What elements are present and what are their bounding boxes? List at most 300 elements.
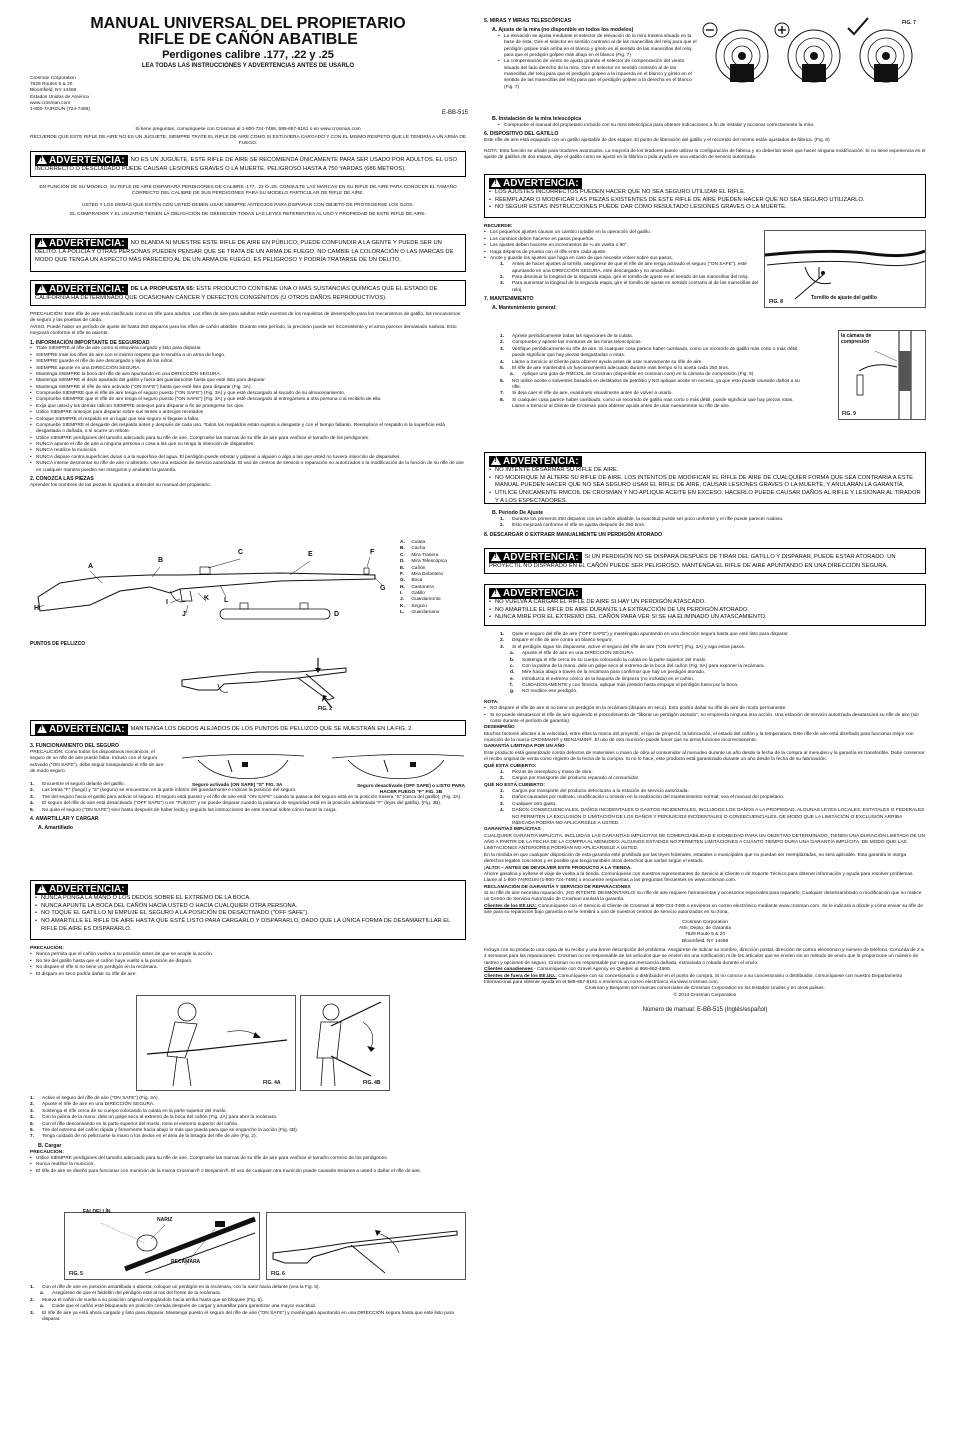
warning-badge: !ADVERTENCIA: (489, 178, 582, 189)
cubierto-title: QUÉ ESTÁ CUBIERTO: (484, 763, 537, 769)
break-in-list (484, 517, 926, 530)
item-number: 3. (30, 1310, 35, 1316)
part-item: I. Gatillo (400, 591, 425, 596)
item-number: 1. (500, 769, 505, 775)
item-number: 3. (500, 346, 505, 352)
precaucion-item: • Nunca reutilice la munición. (30, 1162, 466, 1168)
warning-icon (37, 884, 47, 893)
warning-item: • NO INTENTE DESARMAR SU RIFLE DE AIRE. (489, 467, 921, 475)
warning-list (489, 467, 921, 505)
warning-icon (37, 238, 47, 247)
section-7-title: 7. MANTENIMIENTO (484, 296, 534, 303)
safety-item: • Mantenga SIEMPRE la boca del rifle de aire apuntando en una DIRECCIÓN SEGURA. (30, 372, 466, 378)
warning-box-prop65: !ADVERTENCIA: DE LA PROPUESTA 65: ESTE PRODUCTO CONTIENE UNA O MÁS SUSTANCIAS QUÍMICAS QUE EL ESTADO DE CALIFORNIA HA DETERMINADO QUE OCASIONAN CÁNCER Y DEFECTOS CONGÉNITOS (U OTROS DAÑOS REPRODUCTIVOS). (30, 280, 466, 306)
warning-item: • NO TOQUE EL GATILLO NI EMPUJE EL SEGURO A LA POSICIÓN DE DESACTIVADO ("OFF SAFE"). (35, 910, 461, 918)
label-b: B (158, 557, 164, 564)
faldellin-label: FALDELLÍN (83, 1209, 111, 1215)
section-1-title: 1. INFORMACIÓN IMPORTANTE DE SEGURIDAD (30, 339, 150, 346)
fig-6 (266, 1212, 466, 1280)
recuerde-item: • Los cambios deben hacerse en pasos pequeños. (484, 237, 760, 243)
item-number: 4. (30, 1115, 35, 1121)
recuerde-item: • Anote y guarde los ajustes que haga en caso de que necesite volver sobre sus pasos. (484, 256, 760, 262)
safety-item: • SIEMPRE apunte en una DIRECCIÓN SEGURA. (30, 366, 466, 372)
unjam-step: c. Con la palma de la mano, dele un golpe seco al extremo de la boca del cañón (Fig. 5A) para exponer la recámara. (510, 663, 765, 669)
section-8-steps (484, 632, 926, 1015)
fig-4b-label: FIG. 4B (363, 1080, 381, 1086)
fig-4a (136, 995, 296, 1091)
address-line: Crosman Corporation (682, 919, 728, 925)
label-c: C (238, 549, 244, 556)
address-line: 7629 Routes 5 & 20 (30, 82, 73, 88)
section-4-title: 4. AMARTILLAR Y CARGAR (30, 815, 99, 822)
warning-item: • UTILICE ÚNICAMENTE RMCOIL DE CROSMAN Y NO APLIQUE ACEITE EN EXCESO. HACERLO PUEDE CAUSAR DAÑOS AL RIFLE Y LESIONAR AL TIRADOR Y A LOS ESPECTADORES. (489, 490, 921, 505)
closing-illustration (267, 1213, 465, 1279)
label-g: G (380, 585, 386, 592)
part-item: L. Guardamano (400, 610, 440, 616)
item-number: a. (40, 1291, 45, 1297)
unjam-step: b. Sostenga el rifle cerca de su cuerpo colocando la culata en la parte superior del muslo. (510, 657, 707, 663)
warning-list (489, 599, 921, 622)
safety-item: • NUNCA intente desmontar su rifle de aire ni alterarlo. Use una estación de servicio autorizada. El uso de centros de servicio o reparación no autorizados o la modificación de la función de su rifle de aire en cualquier manera pueden ser inseguros y anularán la garantía. (30, 461, 466, 474)
part-letter: D. (400, 559, 405, 565)
label-i: I (166, 599, 168, 606)
safety-step: 3. Tire del seguro hacia el gatillo para activar el seguro. El seguro está puesto y el rifle de aire está "ON SAFE" cuando la palanca del seguro está en la posición trasera "S" (cerca del gatillo), (Fig. 3A). (30, 794, 462, 800)
section-3 (30, 741, 170, 775)
warning-box-jam: !ADVERTENCIA: SI UN PERDIGÓN NO SE DISPARA DESPUÉS DE TIRAR DEL GATILLO Y DISPARAR, PUEDE ESTAR ATORADO. UN PROYECTIL NO DISPARADO EN EL CAÑÓN PUEDE SER PELIGROSO. MANTENGA EL RIFLE DE AIRE APUNTANDO EN UNA DIRECCIÓN SEGURA. (484, 548, 926, 574)
unjam-step: g. NO reutilice ese perdigón. (510, 689, 578, 695)
item-number: 6. (500, 378, 505, 384)
item-number: a. (510, 372, 515, 378)
trigger-step: 1. Antes de hacer ajustes al tornillo, asegúrese de que el rifle de aire tenga activado el seguro ("ON SAFE"), esté apuntando en una DIRECCIÓN SEGURA, esté descargado y no amartillado. (500, 262, 747, 274)
safety-item: • NUNCA apunte el rifle de aire a ninguna persona o cosa a las que no tenga la intención de dispararles. (30, 442, 466, 448)
warning-badge: !ADVERTENCIA: (35, 238, 128, 249)
item-number: c. (510, 663, 515, 669)
no-cubierto-item: 1. Cargos por transporte del producto defectuoso a la estación de servicio autorizada. (500, 789, 689, 794)
safety-list (30, 346, 466, 474)
loading-step: a. Asegúrese de que el faldellín del perdigón esté al ras del frente de la recámara. (40, 1291, 222, 1297)
warning-list (35, 895, 461, 933)
compression-chamber-label: la cámara de compresión (841, 333, 872, 346)
address-line: Bloomfield, NY 14469 (681, 938, 729, 944)
safety-item: • Exija que usted y los demás utilicen SIEMPRE anteojos para disparar a fin de protegerse los ojos. (30, 404, 466, 410)
intro-eyewear: USTED Y LOS DEMÁS QUE ESTÉN CON USTED DEBEN USAR SIEMPRE ANTEOJOS PARA DISPARAR CON OBJETO DE PROTEGERSE LOS OJOS. (82, 203, 414, 208)
item-number: 7. (500, 391, 505, 397)
safety-item: • Utilice SIEMPRE perdigones del tamaño adecuado para su rifle de aire. Compruebe las marcas de su rifle de aire para verificar el tamaño de los perdigones. (30, 436, 466, 442)
safety-item: • Compruebe SIEMPRE que el rifle de aire tenga el seguro puesto ("ON SAFE") (Fig. 3A) y que esté descargado al entregárselo a otra persona o al recibirlo de ella. (30, 397, 466, 403)
section-6-text: Este rifle de aire está equipado con un gatillo ajustable de dos etapas. El punto de liberación del gatillo y el recorrido del mismo están ajustados de fábrica. (Fig. 8) (484, 138, 830, 144)
reclamacion-title: RECLAMACIÓN DE GARANTÍA Y SERVICIO DE REPARACIONES (484, 884, 631, 890)
copyright-line: © 2013 Crosman Corporation (673, 992, 737, 998)
precaucion-item: • Utilice SIEMPRE perdigones del tamaño adecuado para su rifle de aire. Compruebe las marcas de su rifle de aire para verificar el tamaño correcto de los perdigones. (30, 1156, 466, 1162)
recuerde-item: • Los ajustes deben hacerse en incrementos de ¼ de vuelta o 90°. (484, 243, 760, 249)
item-number: 3. (500, 281, 505, 287)
section-3-title: 3. FUNCIONAMIENTO DEL SEGURO (30, 743, 119, 749)
item-number: b. (510, 657, 515, 663)
scope-item: • Compruebe el manual del propietario incluido con su mira telescópica para obtener indicaciones a fin de instalar y accionar correctamente la mira. (498, 123, 926, 129)
warning-item: • NO MODIFIQUE NI ALTERE SU RIFLE DE AIRE. LOS INTENTOS DE MODIFICAR EL RIFLE DE AIRE DE CUALQUIER FORMA QUE SEA CONTRARIA A ESTE MANUAL PUEDEN HACER QUE NO SEA SEGURO USAR EL RIFLE DE AIRE, CAUSAR LESIONES GRAVES O LA MUERTE, Y ANULARÁN LA GARANTÍA. (489, 475, 921, 490)
fig-8-label: FIG. 8 (769, 299, 783, 305)
garantia-title: GARANTÍA LIMITADA POR UN AÑO (484, 744, 565, 750)
precaucion-2 (30, 946, 466, 978)
reclamacion-text: Si su rifle de aire necesita reparación, ¡NO INTENTE DESMONTARLO! Su rifle de aire requiere herramientas y accesorios especiales para repararlo. Cualquier desensamblado o modificación que no realice un Centro de Servicio Autorizado de Crosman anulará la garantía. (484, 891, 922, 903)
alto-title: ¡ALTO! – ANTES DE DEVOLVER ESTE PRODUCTO A LA TIENDA. (484, 865, 632, 871)
parts-list (400, 540, 468, 617)
safety-item: • NUNCA dispare contra superficies duras o a la superficie del agua. El perdigón puede rebotar y golpear a alguien o algo a las que usted no tuviera intención de dispararles. (30, 455, 466, 461)
fig-2-label: FIG. 2 (318, 706, 332, 712)
warning-box-1: !ADVERTENCIA: NO ES UN JUGUETE. ESTE RIFLE DE AIRE SE RECOMIENDA ÚNICAMENTE PARA SER USADO POR ADULTOS. EL USO INCORRECTO O DESCUIDADO PUEDE CAUSAR LESIONES GRAVES O LA MUERTE. PELIGROSO HASTA A 750 YARDAS (686 METROS). (30, 151, 466, 177)
unjam-steps-list (484, 632, 926, 696)
section-3-text: PRECAUCIÓN: Como todos los dispositivos mecánicos, el seguro de un rifle de aire puede fallar. Incluso con el seguro activado ("ON SAFE"), debe seguir manipulando el rifle de aire de modo seguro. (30, 749, 164, 775)
maintenance-step: 3. Verifique periódicamente su rifle de aire. Si cualquier cosa parece haber cambiado, como un recorrido de gatillo más corto o más débil, puede significar que hay piezas desgastadas o rotas. (500, 346, 799, 359)
read-all-notice: LEA TODAS LAS INSTRUCCIONES Y ADVERTENCIAS ANTES DE USARLO (141, 63, 355, 69)
safety-item: • Compruebe SIEMPRE que el rifle de aire tenga el seguro puesto ("ON SAFE") (Fig. 3A) y que esté descargado al sacarlo de su almacenamiento. (30, 391, 466, 397)
cubierto-item: 1. Piezas de reemplazo y mano de obra. (500, 769, 593, 775)
safety-steps-list (30, 782, 466, 814)
section-5 (484, 16, 699, 91)
address-line: Estados Unidos de América (30, 94, 89, 100)
safety-step: 1. Encuentre el seguro delante del gatillo. (30, 782, 125, 787)
garantia-text: Este producto está garantizado contra defectos de materiales o mano de obra al consumidor al menudeo durante un año desde la fecha de la compra al menudeo y la garantía es transferible. Debe conservar el recibo original de venta como registro de la fecha de la compra. Si no lo hace, este producto está garantizado durante un año desde la fecha de su fabricación. (484, 750, 925, 763)
safety-item: • NUNCA reutilice la munición. (30, 448, 466, 454)
canada-customers-text: - Comuníquese con Gravel Agency en Quebec al 866-662-4869. (534, 967, 671, 973)
precaucion-text: PRECAUCIÓN: Este rifle de aire está clasificado como un rifle para adultos. Los rifles de aire para adultos están exentos de los requisitos de desempeño para los mecanismos de gatillo, los mecanismos de seguro y las pruebas de caída. (30, 312, 461, 324)
item-number: 2. (500, 795, 505, 801)
desempeno-title: DESEMPEÑO (484, 725, 515, 731)
item-number: 4. (30, 801, 35, 807)
warning-box-maintenance (484, 452, 926, 504)
fig-7-label: FIG. 7 (902, 20, 916, 26)
item-number: 2. (30, 1297, 35, 1303)
warranty-address (484, 920, 926, 946)
precaucion-3-title: PRECAUCIÓN: (30, 1149, 64, 1155)
label-f: F (370, 549, 375, 556)
maintenance-step: 6. NO utilice aceite o solventes basados en destilados de petróleo y NO aplique aceite en exceso, ya que esto puede causarle daños a su rifle. (500, 378, 800, 390)
part-item: B. Cacha (400, 546, 426, 552)
precaucion-item: • El rifle de aire se diseñó para funcionar con munición de la marca Crosman® o Benjamin®. El uso de cualquier otra munición puede causarle lesiones a usted o dañar el rifle de aire. (30, 1169, 466, 1175)
safety-item: • SIEMPRE trate los rifles de aire con el mismo respeto que le tendría a un arma de fuego. (30, 353, 466, 359)
item-number: e. (510, 676, 515, 682)
recuerde-item: • Haga disparos de prueba con el rifle entre cada ajuste. (484, 250, 760, 256)
safety-step: 4. El seguro del rifle de aire está desactivado ("OFF SAFE") o en "FUEGO" y se puede disparar cuando la palanca de seguridad está en la posición adelantada "F" (lejos del gatillo), (Fig. 3B). (30, 801, 442, 807)
loading-steps-list (30, 1285, 466, 1323)
part-letter: K. (400, 603, 405, 609)
item-number: 2. (500, 638, 505, 644)
address-line: Attn: Depto. de Garantía (679, 925, 731, 931)
warning-icon (491, 552, 501, 561)
part-letter: H. (400, 584, 405, 590)
address-line: Crosman Corporation (30, 76, 76, 81)
cocking-steps-list (30, 1096, 466, 1141)
break-in-step: 2. Esto mejorará conforme el rifle se ajusta después de 250 tiros. (500, 523, 646, 529)
us-customers-text: Comuníquese con el Servicio al Cliente de Crosman al 800-724-7486 o envíenos un correo electrónico mediante www.crosman.com. Se le indicará a dónde y cómo enviar su rifle de aire para su reparación bajo garantía o se le remitirá a uno de nuestros centros de servicio autorizados en su zona. (484, 903, 923, 916)
no-cubierto-item: 3. Cualquier otro gasto. (500, 801, 557, 807)
warning-icon (491, 456, 501, 465)
warning-badge: !ADVERTENCIA: (489, 552, 582, 563)
manual-code: E-BB-515 (441, 110, 468, 116)
part-item: G. Boca (400, 578, 423, 584)
break-in-step: 1. Durante los primeros 250 disparos con un cañón abatible, la exactitud puede ser poco uniforme y el rifle puede parecer ruidoso. (500, 516, 784, 522)
precaucion-item: • No tire del gatillo hasta que el cañón haya vuelto a la posición de disparo. (30, 959, 466, 965)
section-7a-steps (500, 334, 804, 411)
recuerde-line: RECUERDE QUE ESTE RIFLE DE AIRE NO ES UN JUGUETE. SIEMPRE TRATE EL RIFLE DE AIRE COMO SI ESTUVIERA CARGADO Y CON EL MISMO RESPETO QUE LE TENDRÍA A UN ARMA DE FUEGO. (30, 135, 466, 147)
trigger-step: 2. Para disminuir la longitud de la segunda etapa, gire el tornillo de ajuste en el sentido de las manecillas del reloj. (500, 275, 749, 280)
warning-item: • NUNCA APUNTE LA BOCA DEL CAÑÓN HACIA USTED O HACIA CUALQUIER OTRA PERSONA. (35, 903, 461, 911)
trigger-steps-list (484, 262, 760, 294)
manual-title-2: RIFLE DE CAÑÓN ABATIBLE (138, 31, 358, 48)
label-d: D (334, 611, 340, 618)
part-letter: G. (400, 578, 406, 584)
fig-5-label: FIG. 5 (69, 1271, 83, 1277)
precaucion-2-list (30, 952, 466, 978)
unjam-step: 2. Dispare el rifle de aire contra un blanco seguro. (500, 638, 613, 644)
safety-item: • SIEMPRE guarde el rifle de aire descargado y lejos de los niños. (30, 359, 466, 365)
cubierto-item: 2. Cargos por transporte del producto reparado al consumidor. (500, 776, 640, 782)
maintenance-step: 5. El rifle de aire mantendrá un funcionamiento adecuado durante más tiempo si lo aceita cada 250 tiros. (500, 365, 730, 371)
item-number: 7. (30, 1134, 35, 1140)
left-column (28, 0, 468, 1431)
right-column (484, 0, 926, 1431)
label-k: K (204, 595, 210, 602)
item-number: a. (40, 1304, 45, 1310)
item-number: 5. (30, 1121, 35, 1127)
part-letter: L. (400, 610, 405, 616)
item-number: 1. (500, 789, 505, 794)
warning-item: • REEMPLAZAR O MODIFICAR LAS PIEZAS EXISTENTES DE ESTE RIFLE DE AIRE PUEDEN HACER QUE NO SEA SEGURO UTILIZARLO. (489, 197, 921, 205)
item-number: 2. (500, 275, 505, 280)
loading-step: 2. Mueva el cañón de vuelta a su posición original empujándolo hacia arriba hasta que se bloquee (Fig. 6). (30, 1297, 264, 1303)
manual-number: Número de manual: E-BB-515 (Inglés/español) (642, 1007, 768, 1013)
precaucion-item: • El disparo en seco podría dañar su rifle de aire. (30, 972, 466, 978)
nota-list (484, 706, 926, 725)
fig-3a-label: Seguro activado (ON SAFE) "S" FIG. 3A (192, 783, 283, 788)
canada-customers-label: Clientes canadienses (484, 967, 533, 973)
part-item: C. Mira Trasera (400, 552, 439, 558)
section-4a-steps (30, 1096, 466, 1175)
unjam-step: d. Mire hacia abajo a través de la recámara para confirmar que hay un perdigón atorado. (510, 670, 706, 676)
recuerde-section (484, 224, 760, 312)
implicitas-title: GARANTÍAS IMPLÍCITAS (484, 827, 541, 833)
aviso-text: AVISO. Puede haber un período de ajuste de hasta 250 disparos para los rifles de cañón abatible. Durante este período, la precisión puede ser inconsistente y el arma parecer demasiado ruidosa. Esto mejorará conforme el rifle se asiente. (30, 324, 457, 337)
warning-item: • NO AMARTILLE EL RIFLE DE AIRE DURANTE LA EXTRACCIÓN DE UN PERDIGÓN ATORADO. (489, 607, 921, 615)
fig-6-label: FIG. 6 (271, 1271, 285, 1277)
item-number: d. (510, 670, 515, 676)
recuerde-title: RECUERDE: (484, 224, 513, 229)
precaucion-item: • No dispare el rifle si no tiene un perdigón en la recámara. (30, 965, 466, 971)
cocking-step: 1. Active el seguro del rifle de aire ("ON SAFE") (Fig. 3A). (30, 1096, 159, 1101)
intl-customers-label: Clientes de fuera de los EE.UU.: (484, 973, 557, 979)
warning-box-pinch: !ADVERTENCIA: MANTENGA LOS DEDOS ALEJADOS DE LOS PUNTOS DE PELLIZCO QUE SE MUESTRAN EN LA FIG. 2. (30, 720, 466, 736)
scope-list (484, 123, 926, 129)
item-number: 2. (500, 776, 505, 782)
item-number: 5. (500, 365, 505, 371)
us-customers-label: Clientes de los EE.UU.: (484, 903, 537, 909)
item-number: 4. (500, 359, 505, 365)
safety-step: 5. No quite el seguro ("ON SAFE") sino hasta después de haber leído y seguido las instrucciones de este manual sobre cómo hacer la carga. (30, 807, 337, 813)
loading-step: 1. Con el rifle de aire en posición amartillada o abierta, coloque un perdigón en la recámara, con la nariz hacia delante (vea la Fig. 5). (30, 1285, 320, 1290)
trigger-step: 3. Para aumentar la longitud de la segunda etapa, gire el tornillo de ajuste en sentido contrario al de las manecillas del reloj. (500, 281, 759, 293)
no-cubierto-item: 2. Daños causados por maltrato, modificación u omisión en la realización del mantenimiento normal; vea el manual del propietario. (500, 795, 784, 801)
item-number: 1. (500, 516, 505, 522)
item-number: a. (510, 651, 515, 657)
fig-9-label: FIG. 9 (842, 411, 856, 417)
part-letter: A. (400, 540, 405, 545)
warning-icon (491, 178, 501, 187)
part-letter: I. (400, 591, 403, 596)
safety-item: • Mantenga SIEMPRE el dedo apartado del gatillo y fuera del guardamonte hasta que esté listo para disparar. (30, 378, 466, 384)
item-number: 3. (30, 1108, 35, 1114)
desempeno-text: Muchos factores afectan a la velocidad, entre ellos la marca del proyectil, el tipo de proyectil, la lubricación, el estado del cañón y la temperatura. Este rifle de aire está diseñado para funcionar mejor con munición de la marca CROSMAN® y BENJAMIN®. El uso de otra munición puede hacer que su arma funcione incorrectamente. (484, 731, 914, 743)
cocking-step: 2. Apunte el rifle de aire en una DIRECCIÓN SEGURA. (30, 1102, 155, 1108)
item-number: 4. (500, 808, 505, 814)
nota-title: NOTA: (484, 699, 499, 705)
warning-badge: !ADVERTENCIA: (35, 284, 128, 295)
warning-item: • NO AMARTILLE EL RIFLE DE AIRE HASTA QUE ESTÉ LISTO PARA CARGARLO Y DISPARARLO, DADO QUE LA ÚNICA FORMA DE DESAMARTILLAR EL RIFLE DE AIRE ES DISPARARLO. (35, 918, 461, 933)
address-line: www.crosman.com (30, 100, 71, 106)
safety-on-illustration (178, 748, 308, 784)
warning-item: • NO SEGUIR ESTAS INSTRUCCIONES PUEDE DAR COMO RESULTADO LESIONES GRAVES O LA MUERTE. (489, 204, 921, 212)
cubierto-list (484, 770, 926, 783)
part-item: J. Guardamonte (400, 597, 441, 603)
implicitas-text: CUALQUIER GARANTÍA IMPLÍCITA, INCLUIDAS LAS GARANTÍAS IMPLÍCITAS DE COMERCIABILIDAD E IDONEIDAD PARA UN OBJETIVO DETERMINADO, TIENEN UNA DURACIÓN LIMITADA DE UN AÑO A PARTIR DE LA FECHA DE LA COMPRA AL MENUDEO. ALGUNOS ESTADOS NO PERMITEN LIMITACIONES A CUÁNTO TIEMPO DURA UNA GARANTÍA IMPLÍCITA, DE MODO QUE LAS LIMITACIONES ANTERIORES PODRÍAN NO APLICÁRSELE A USTED. (484, 833, 925, 852)
part-item: K. Seguro (400, 603, 427, 609)
loading-step: a. Cuide que el cañón esté bloqueado en posición cerrada después de cargar y amartillar para garantizar una mayor exactitud. (40, 1304, 316, 1310)
item-number: 8. (500, 397, 505, 403)
precaucion-intro (30, 312, 466, 489)
warning-badge: !ADVERTENCIA: (35, 724, 128, 735)
item-number: 6. (30, 1127, 35, 1133)
warning-item: • LOS AJUSTES INCORRECTOS PUEDEN HACER QUE NO SEA SEGURO UTILIZAR EL RIFLE. (489, 189, 921, 197)
item-number: 3. (500, 644, 505, 650)
sight-adjust-item: • La compensación de viento se ajusta girando el selector de compensación del viento situado del lado derecho de la mira. Gire el selector en sentido contrario al de las manecillas del reloj para que el perdigón golpee a la izquierda en el blanco y gírelo en el sentido de las manecillas del reloj para que el perdigón golpee a la derecha en el blanco (Fig. 7) (498, 59, 699, 91)
precaucion-3-list (30, 1156, 466, 1175)
maintenance-list (500, 334, 804, 411)
nariz-label: NARIZ (157, 1217, 173, 1223)
manual-subtitle: Perdigones calibre .177, .22 y .25 (162, 49, 334, 61)
intro-laws: EL COMPRADOR Y EL USUARIO TIENEN LA OBLIGACIÓN DE OBEDECER TODAS LAS LEYES REFERENTES AL USO Y PROPIEDAD DE ESTE RIFLE DE AIRE. (70, 212, 426, 217)
fig-4b (300, 995, 390, 1091)
item-number: 1. (30, 782, 35, 787)
section-7b-8 (484, 508, 926, 539)
section-4b-steps (30, 1285, 466, 1323)
safety-step: 2. Las letras "F" (fuego) y "S" (seguro) se encuentran en la parte inferior del guardamonte e indican la posición del seguro. (30, 788, 297, 794)
intro-calibre: EN FUNCIÓN DE SU MODELO, SU RIFLE DE AIRE DISPARARÁ PERDIGONES DE CALIBRE .177, .22 O .25. CONSULTE LAS MARCAS EN SU RIFLE DE AIRE PARA CONOCER EL TAMAÑO CORRECTO DEL CALIBRE DE SUS PERDIGONES PARA SU MODELO PARTICULAR DE RIFLE DE AIRE. (39, 185, 457, 197)
item-number: 1. (500, 262, 505, 268)
nota-item: • NO dispare el rifle de aire si no tiene un perdigón en la recámara (disparo en seco). Esto podría dañar su rifle de aire de modo permanente. (484, 706, 926, 712)
item-number: 2. (500, 340, 505, 346)
sight-adjust-list (484, 34, 699, 91)
loading-step: 3. El rifle de aire ya está ahora cargado y listo para disparar. Mantenga puesto el seguro del rifle de aire ("ON SAFE") y manténgalo apuntando en una DIRECCIÓN segura hasta que esté listo para disparar. (30, 1310, 454, 1322)
item-number: 3. (500, 801, 505, 807)
maintenance-step: a. Aplique una gota de RMCOIL de Crosman (disponible en crosman.com) en la cámara de compresión (Fig. 9). (510, 372, 755, 378)
section-5b-title: B. Instalación de la mira telescópica (492, 116, 582, 122)
warning-box-2: !ADVERTENCIA: NO BLANDA NI MUESTRE ESTE RIFLE DE AIRE EN PÚBLICO; PUEDE CONFUNDIR A LA GENTE Y PUEDE SER UN DELITO. LA POLICÍA Y OTRAS PERSONAS PUEDEN PENSAR QUE SE TRATA DE UN ARMA DE FUEGO. NO CAMBIE LA COLORACIÓN O LAS MARCAS DE MODO QUE TENGA UN ASPECTO MÁS PARECIDO AL DE UN ARMA DE FUEGO. ES PELIGROSO Y PODRÍA TRATARSE DE UN DELITO. (30, 234, 466, 272)
label-e: E (308, 551, 313, 558)
unjam-step: 3. Si el perdigón sigue sin dispararse, active el seguro del rifle de aire ("ON SAFE") (Fig. 3A) y siga estos pasos. (500, 644, 746, 650)
section-7a-title: A. Mantenimiento general: (492, 305, 557, 312)
warning-icon (37, 284, 47, 293)
label-h: H (34, 605, 40, 612)
cocking-step: 4. Con la palma de la mano, dele un golpe seco al extremo de la boca del cañón (Fig. 4A) para abrir la recámara. (30, 1115, 278, 1121)
item-number: 2. (30, 788, 35, 794)
item-number: 1. (500, 632, 505, 637)
intl-customers-text: Comuníquese con su concesionario o distribuidor en el punto de compra. Si no conoce a su concesionario o distribuidor, comuníquese con nuestro Departamento Internacional para obtener ayuda en el 585-657-6161 o envíenos un correo electrónico vía www.crosman.com. (484, 973, 903, 985)
warning-list (489, 189, 921, 212)
part-item: D. Mira Telescópica (400, 559, 447, 565)
item-number: g. (510, 689, 515, 695)
warning-item: • NUNCA MIRE POR EL EXTREMO DEL CAÑÓN PARA VER SI SE HA ELIMINADO UN ATASCAMIENTO. (489, 614, 921, 622)
warning-box-jam-2 (484, 584, 926, 626)
no-cubierto-item: 4. DAÑOS CONSECUENCIALES, DAÑOS INCIDENTALES O GASTOS INCIDENTALES, INCLUIDOS LOS DAÑOS A LA PROPIEDAD. ALGUNAS LEYES LOCALES, ESTATALES O FEDERALES NO PERMITEN LA EXCLUSIÓN O LIMITACIÓN DE LOS DAÑOS Y PERJUICIOS INCIDENTALES O CONSECUENCIALES, DE MODO QUE LA LIMITACIÓN O EXCLUSIÓN ARRIBA INDICADA PODRÍA NO APLICÁRSELE A USTED. (500, 808, 925, 826)
maintenance-step: 1. Apriete periódicamente todas las sujeciones de la culata. (500, 334, 634, 339)
recuerde-list (484, 230, 760, 262)
unjam-step: e. Introduzca el extremo cónico de la baqueta de limpieza (no incluida) en el cañón. (510, 676, 695, 682)
recamara-label: RECÁMARA (171, 1259, 201, 1265)
cocking-illustration-b (301, 996, 389, 1090)
sight-adjust-item: • La elevación se ajusta mediante el selector de elevación de la mira trasera situado en la base de ésta. Gire el selector en sentido contrario al de las manecillas del reloj para que el perdigón golpee más arriba en el blanco y gírelo en el sentido de las manecillas del reloj para que el perdigón golpee más abajo en el blanco (Fig. 7) (498, 34, 699, 60)
warning-icon (37, 155, 47, 164)
rifle-illustration (30, 535, 396, 640)
cocking-step: 7. Tenga cuidado de no pellizcarse la mano o los dedos en el área de la bisagra del rifle de aire (Fig. 2). (30, 1134, 257, 1140)
alto-text: Ahorre gasolina y evítese el viaje de vuelta a la tienda. Comuníquese con nuestros representantes de Servicio al Cliente o de Soporte Técnico para obtener información y ayuda para resolver problemas. Llame al 1-800-7AIRGUN (1-800-724-7486) o encuentre respuestas a las preguntas frecuentes en www.crosman.com. (484, 871, 914, 884)
safety-item: • Coloque SIEMPRE el respaldo en un lugar que sea seguro si llegase a fallar. (30, 417, 466, 423)
section-5b-6 (484, 114, 926, 161)
section-5a-title: A. Ajuste de la mira (no disponible en todos los modelos) (492, 26, 634, 33)
part-letter: F. (400, 571, 404, 577)
sight-adjust-illustration (702, 16, 926, 86)
part-letter: E. (400, 565, 405, 571)
part-item: A. Culata (400, 540, 426, 545)
safety-item: • Trate SIEMPRE al rifle de aire como si estuviera cargado y listo para disparar. (30, 346, 466, 352)
unjam-step: a. Apunte el rifle de aire en una DIRECCIÓN SEGURA. (510, 651, 635, 657)
part-letter: B. (400, 546, 405, 552)
fig-5 (64, 1209, 260, 1280)
maintenance-step: 8. Si cualquier cosa parece haber cambiado, como un recorrido de gatillo más corto o más débil, puede significar que hay piezas rotas. Llame a Servicio al Cliente de Crosman para obtener ayuda antes de usar nuevamente su rifle de aire. (500, 397, 794, 410)
incluya-text: Incluya con su producto una copia de su recibo y una breve descripción del problema. Asegúrese de indicar su nombre, dirección postal, dirección de correo electrónico y número de teléfono. Concéda de 2 a 4 semanas para las reparaciones. Crosman no es responsable de los artículos que se envíen sin una notificación ni de los artículos que se envíen sin un método de envío que le proporcione un número de rastreo y opciones de seguro. Crosman no es responsable por ninguna mercancía dañada, extraviada o robada durante el envío. (484, 948, 924, 966)
no-cubierto-title: QUÉ NO ESTÁ CUBIERTO: (484, 782, 545, 788)
item-number: 1. (30, 1285, 35, 1290)
company-address (30, 76, 180, 113)
section-8-title: 8. DESCARGAR O EXTRAER MANUALMENTE UN PERDIGÓN ATORADO (484, 531, 663, 538)
section-7b-title: B. Período De Ajuste (492, 510, 544, 516)
unjam-step: 1. Quite el seguro del rifle de aire ("OFF SAFE") y manténgalo apuntando en una dirección segura hasta que esté listo para disparar. (500, 632, 789, 637)
item-number: 5. (30, 807, 35, 813)
unjam-step: f. CUIDADOSAMENTE y con firmeza, aplique más presión hasta empujar el perdigón fuera por la boca. (510, 683, 739, 688)
address-line: Bloomfield, NY 14469 (30, 88, 77, 94)
part-letter: C. (400, 552, 405, 558)
section-6-nota: NOTA: Esta función se añade para tiradores avanzados. La mayoría de los tiradores puede utilizar la configuración de fábrica y no deberían tener que hacer ninguna modificación. Si no tiene experiencia en el ajuste de gatillos de dos etapas, deje el gatillo como se ajustó en la fábrica o pida ayuda en una estación de servicio autorizada. (484, 148, 926, 160)
safety-item: • Compruebe SIEMPRE el desgaste del respaldo antes y después de cada uso. Todos los respaldos están sujetos a desgaste y con el tiempo fallarán. Reemplace el respaldo si la superficie está desgastada o dañada, o si ocurre un rebote. (30, 423, 466, 436)
section-5-title: 5. MIRAS Y MIRAS TELESCÓPICAS (484, 18, 572, 24)
item-number: 3. (30, 794, 35, 800)
safety-off-illustration (328, 748, 468, 784)
precaucion-2-title: PRECAUCIÓN: (30, 946, 64, 951)
trigger-screw-label: Tornillo de ajuste del gatillo (811, 295, 877, 301)
label-j: J (182, 611, 186, 618)
fig-4a-label: FIG. 4A (263, 1080, 281, 1086)
fig-2 (178, 650, 348, 716)
cocking-step: 5. Con el rifle descansando en la parte superior del muslo, tome el extremo superior del cañón. (30, 1121, 239, 1127)
trademarks-line: Crosman y Benjamin son marcas comerciales de Crosman Corporation en los Estados Unidos y en otros países. (585, 986, 825, 992)
implicitas-text-2: En la medida en que cualquier disposición de esta garantía esté prohibida por las leyes federales, estatales o municipales que no puedan ser reemplazadas, no será aplicable. Esta garantía le otorga derechos legales concretos y es posible que tenga también otros derechos que varían según el estado. (484, 852, 907, 865)
fig-7 (702, 16, 926, 86)
part-item: F. Mira Delantera (400, 571, 443, 577)
manual-title: MANUAL UNIVERSAL DEL PROPIETARIO (90, 15, 406, 32)
warning-item: • NUNCA PONGA LA MANO O LOS DEDOS SOBRE EL EXTREMO DE LA BOCA. (35, 895, 461, 903)
part-item: H. Cantonera (400, 584, 434, 590)
questions-line: Si tiene preguntas, comuníquese con Crosman al 1-800-724-7486, 585-657-6161 o en www.crosman.com (135, 127, 361, 132)
warning-item: • NO VUELVA A CARGAR EL RIFLE DE AIRE SI HAY UN PERDIGÓN ATASCADO. (489, 599, 921, 607)
warning-icon (37, 724, 47, 733)
